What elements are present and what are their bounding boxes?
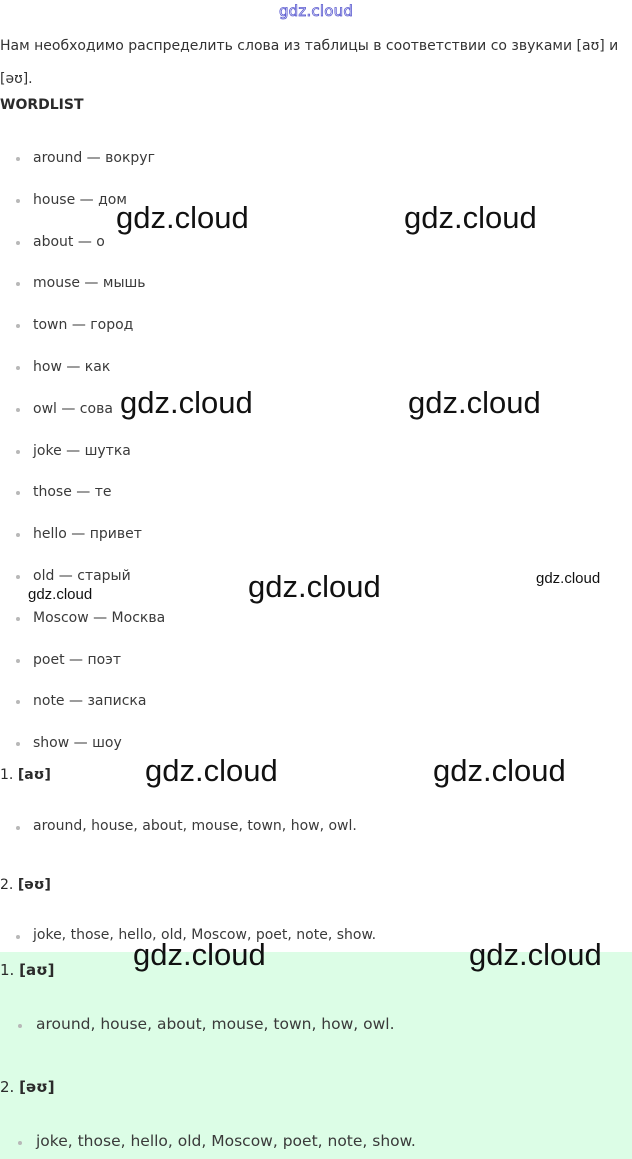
group-words-au xyxy=(33,818,357,834)
group-words-text: joke, those, hello, old, Moscow, poet, note, show. xyxy=(33,927,377,943)
list-item xyxy=(0,347,632,389)
word-entry: town — город xyxy=(33,317,134,334)
bullet-icon xyxy=(16,241,20,245)
list-item xyxy=(0,180,632,222)
list-item xyxy=(0,681,632,723)
word-entry: Moscow — Москва xyxy=(33,609,166,626)
bullet-icon xyxy=(16,700,20,704)
answer-words-au xyxy=(36,1015,395,1033)
bullet-icon xyxy=(16,935,20,939)
answer-number: 2. xyxy=(0,1078,15,1096)
bullet-icon xyxy=(16,575,20,579)
bullet-icon xyxy=(16,533,20,537)
word-entry: old — старый xyxy=(33,567,131,584)
watermark: gdz.cloud xyxy=(28,586,93,603)
watermark: gdz.cloud xyxy=(404,200,537,235)
group-heading-au xyxy=(0,767,51,783)
wordlist-title: WORDLIST xyxy=(0,97,84,113)
answer-sound: [aʊ] xyxy=(19,961,55,979)
group-sound: [əʊ] xyxy=(17,877,51,893)
word-entry: joke — шутка xyxy=(33,442,131,459)
word-entry: owl — сова xyxy=(33,400,113,417)
word-entry: poet — поэт xyxy=(33,651,122,668)
bullet-icon xyxy=(16,282,20,286)
list-item xyxy=(0,138,632,180)
group-number: 2. xyxy=(0,877,14,893)
group-number: 1. xyxy=(0,767,14,783)
bullet-icon xyxy=(16,617,20,621)
watermark: gdz.cloud xyxy=(536,570,601,587)
word-entry: about — о xyxy=(33,233,105,250)
bullet-icon xyxy=(16,659,20,663)
list-item xyxy=(0,222,632,264)
answer-number: 1. xyxy=(0,961,15,979)
word-entry: those — те xyxy=(33,484,112,501)
answer-words-text: joke, those, hello, old, Moscow, poet, note, show. xyxy=(36,1132,416,1150)
bullet-icon xyxy=(18,1024,22,1028)
watermark: gdz.cloud xyxy=(116,200,249,235)
task-intro: Нам необходимо распределить слова из таблицы в соответствии со звуками [aʊ] и [əʊ]. xyxy=(0,38,619,87)
watermark: gdz.cloud xyxy=(469,937,602,972)
group-heading-ou xyxy=(0,877,51,893)
bullet-icon xyxy=(16,199,20,203)
bullet-icon xyxy=(18,1141,22,1145)
site-logo: gdz.cloud xyxy=(278,2,354,20)
answer-heading-au xyxy=(0,961,55,979)
answer-words-ou xyxy=(36,1132,416,1150)
answer-heading-ou xyxy=(0,1078,55,1096)
answer-box xyxy=(0,952,632,1159)
bullet-icon xyxy=(16,366,20,370)
group-words-text: around, house, about, mouse, town, how, owl. xyxy=(33,818,357,834)
list-item xyxy=(0,431,632,473)
bullet-icon xyxy=(16,157,20,161)
word-entry: note — записка xyxy=(33,693,147,710)
watermark: gdz.cloud xyxy=(248,569,381,604)
word-entry: how — как xyxy=(33,358,111,375)
list-item xyxy=(0,640,632,682)
word-entry: show — шоу xyxy=(33,735,122,752)
group-sound: [aʊ] xyxy=(17,767,51,783)
word-entry: around — вокруг xyxy=(33,150,155,166)
watermark: gdz.cloud xyxy=(433,753,566,788)
bullet-icon xyxy=(16,324,20,328)
list-item xyxy=(0,305,632,347)
watermark: gdz.cloud xyxy=(408,385,541,420)
word-entry: mouse — мышь xyxy=(33,275,146,292)
bullet-icon xyxy=(16,742,20,746)
answer-words-text: around, house, about, mouse, town, how, owl. xyxy=(36,1015,395,1033)
watermark: gdz.cloud xyxy=(133,937,266,972)
watermark: gdz.cloud xyxy=(120,385,253,420)
word-entry: hello — привет xyxy=(33,526,142,543)
list-item xyxy=(0,472,632,514)
watermark: gdz.cloud xyxy=(145,753,278,788)
list-item xyxy=(0,514,632,556)
wordlist xyxy=(0,138,632,765)
list-item xyxy=(0,263,632,305)
bullet-icon xyxy=(16,826,20,830)
bullet-icon xyxy=(16,450,20,454)
answer-sound: [əʊ] xyxy=(19,1078,55,1096)
word-entry: house — дом xyxy=(33,191,127,208)
bullet-icon xyxy=(16,408,20,412)
bullet-icon xyxy=(16,491,20,495)
